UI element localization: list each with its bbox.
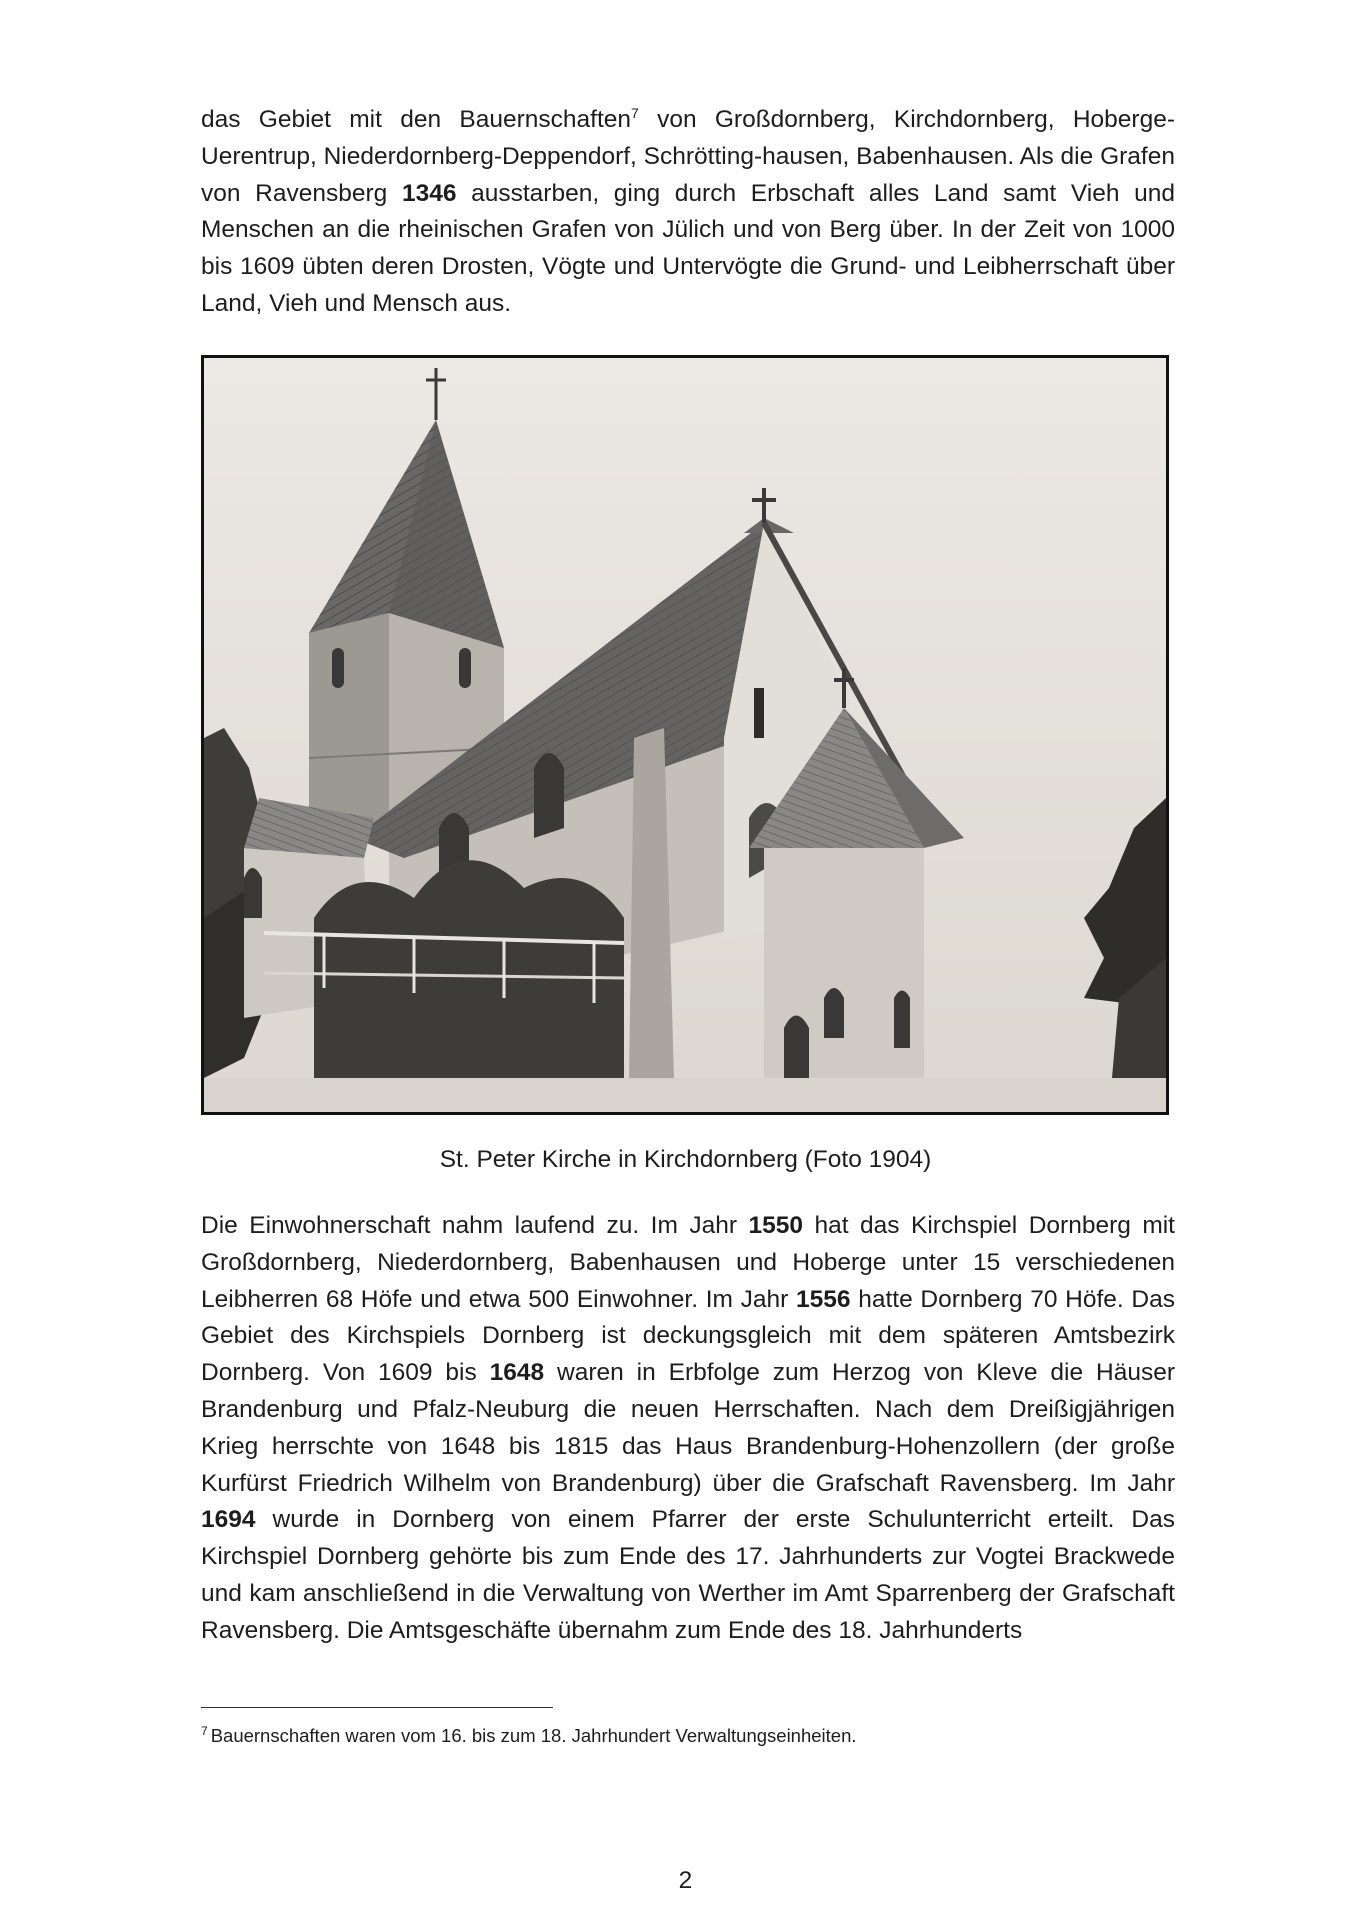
bold-year: 1648	[489, 1359, 545, 1387]
footnote-marker: 7	[201, 1724, 208, 1738]
text-run: hat das Kirchspiel Dornberg mit Großdornberg, Niederdornberg, Babenhausen und Hoberge unter 15 verschiedenen Leibherren 68 Höfe und etwa 500 Einwohner. Im Jahr	[201, 1212, 1175, 1313]
church-illustration	[204, 358, 1166, 1112]
paragraph-history	[201, 1208, 1175, 1650]
bold-year: 1346	[401, 179, 457, 207]
footnote-text: Bauernschaften waren vom 16. bis zum 18. Jahrhundert Verwaltungseinheiten.	[210, 1725, 857, 1747]
paragraph-intro	[201, 102, 1175, 323]
text-run: Die Einwohnerschaft nahm laufend zu. Im Jahr	[201, 1212, 749, 1239]
page-number: 2	[678, 1867, 693, 1894]
footnote	[201, 1719, 857, 1748]
footnote-divider	[201, 1707, 553, 1708]
photo-caption: St. Peter Kirche in Kirchdornberg (Foto 1904)	[439, 1146, 932, 1173]
text-run: von Großdornberg, Kirchdornberg, Hoberge-Uerentrup, Niederdornberg-Deppendorf, Schrötting-hausen, Babenhausen. Als die Grafen von Ravensberg	[201, 106, 1175, 207]
bold-year: 1694	[201, 1506, 256, 1534]
bold-year: 1556	[796, 1285, 851, 1313]
text-run: das Gebiet mit den Bauernschaften	[201, 106, 631, 133]
bold-year: 1550	[748, 1212, 804, 1239]
text-run: ausstarben, ging durch Erbschaft alles Land samt Vieh und Menschen an die rheinischen Grafen von Jülich und von Berg über. In der Zeit von 1000 bis 1609 übten deren Drosten, Vögte und Untervögte die Grund- und Leibherrschaft über Land, Vieh und Mensch aus.	[201, 179, 1175, 317]
text-run: hatte Dornberg 70 Höfe. Das Gebiet des Kirchspiels Dornberg ist deckungsgleich mit dem späteren Amtsbezirk Dornberg. Von 1609 bis	[201, 1285, 1175, 1387]
text-run: wurde in Dornberg von einem Pfarrer der erste Schulunterricht erteilt. Das Kirchspiel Dornberg gehörte bis zum Ende des 17. Jahrhunderts zur Vogtei Brackwede und kam anschließend in die Verwaltung von Werther im Amt Sparrenberg der Grafschaft Ravensberg. Die Amtsgeschäfte übernahm zum Ende des 18. Jahrhunderts	[201, 1506, 1175, 1644]
footnote-reference[interactable]: 7	[631, 104, 639, 121]
church-photo	[201, 355, 1169, 1115]
text-run: waren in Erbfolge zum Herzog von Kleve die Häuser Brandenburg und Pfalz-Neuburg die neuen Herrschaften. Nach dem Dreißigjährigen Krieg herrschte von 1648 bis 1815 das Haus Brandenburg-Hohenzollern (der große Kurfürst Friedrich Wilhelm von Brandenburg) über die Grafschaft Ravensberg. Im Jahr	[201, 1359, 1175, 1497]
